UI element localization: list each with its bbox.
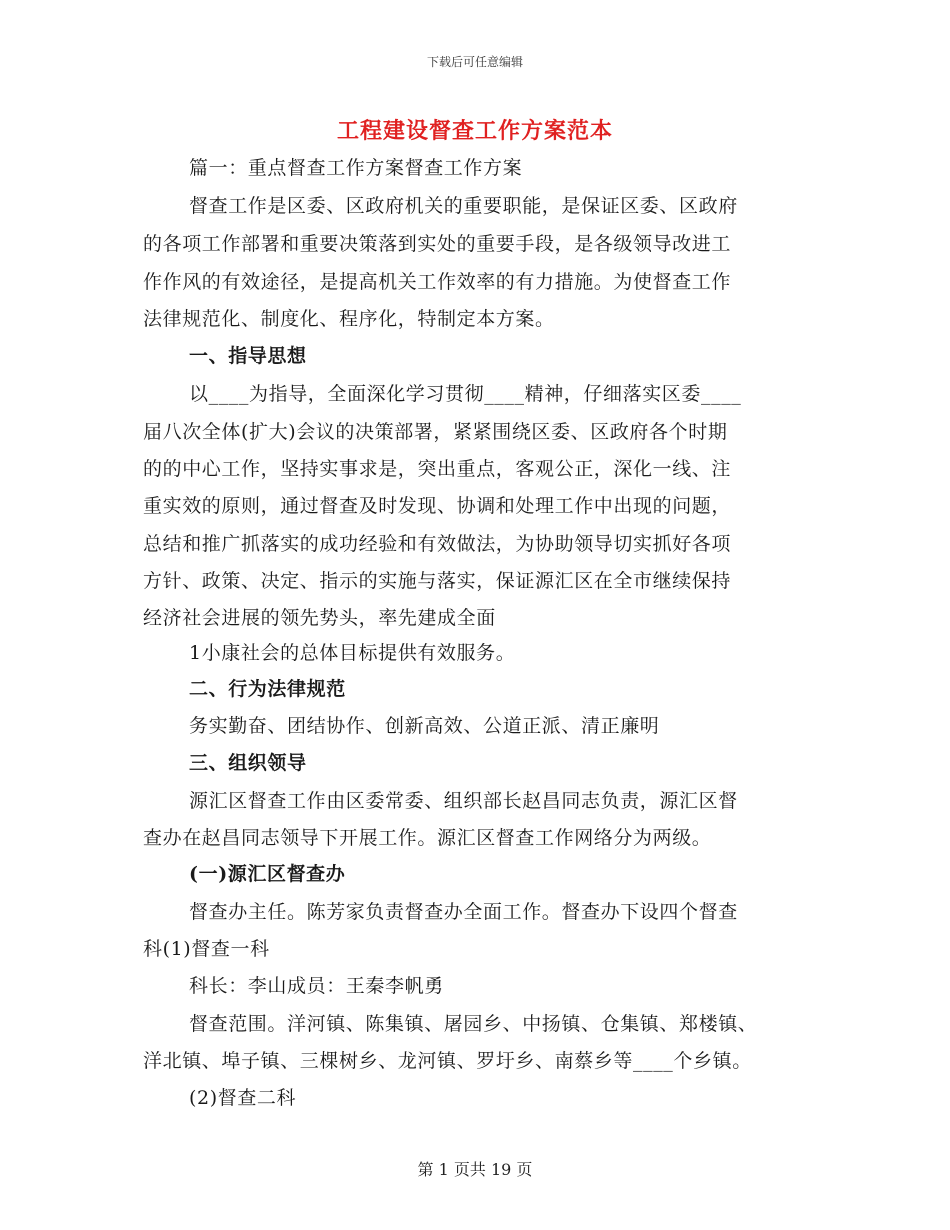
paragraph-line: 总结和推广抓落实的成功经验和有效做法，为协助领导切实抓好各项 bbox=[143, 533, 732, 555]
paragraph-line: 洋北镇、埠子镇、三棵树乡、龙河镇、罗圩乡、南蔡乡等____个乡镇。 bbox=[143, 1050, 752, 1072]
heading-supervision-office: (一)源汇区督查办 bbox=[189, 863, 346, 885]
paragraph-line: 科长：李山成员：王秦李帆勇 bbox=[189, 975, 444, 997]
paragraph-line: 查办在赵昌同志领导下开展工作。源汇区督查工作网络分为两级。 bbox=[143, 827, 712, 849]
paragraph-line: (2)督查二科 bbox=[189, 1087, 297, 1109]
paragraph-line: 重实效的原则，通过督查及时发现、协调和处理工作中出现的问题， bbox=[143, 495, 732, 517]
paragraph-line: 届八次全体(扩大)会议的决策部署，紧紧围绕区委、区政府各个时期 bbox=[143, 421, 728, 443]
paragraph-line: 务实勤奋、团结协作、创新高效、公道正派、清正廉明 bbox=[189, 715, 660, 737]
paragraph-line: 督查工作是区委、区政府机关的重要职能，是保证区委、区政府 bbox=[189, 195, 738, 217]
header-note: 下载后可任意编辑 bbox=[426, 55, 523, 69]
paragraph-line: 的的中心工作，坚持实事求是，突出重点，客观公正，深化一线、注 bbox=[143, 458, 732, 480]
paragraph-line: 源汇区督查工作由区委常委、组织部长赵昌同志负责，源汇区督 bbox=[189, 790, 738, 812]
heading-conduct-norms: 二、行为法律规范 bbox=[189, 678, 346, 700]
document-title: 工程建设督查工作方案范本 bbox=[336, 118, 613, 144]
paragraph-line: 作作风的有效途径，是提高机关工作效率的有力措施。为使督查工作 bbox=[143, 271, 732, 293]
paragraph-line: 科(1)督查一科 bbox=[143, 938, 270, 960]
page-number: 第 1 页共 19 页 bbox=[417, 1160, 533, 1179]
paragraph-line: 以____为指导，全面深化学习贯彻____精神，仔细落实区委____ bbox=[189, 383, 742, 405]
heading-guiding-thought: 一、指导思想 bbox=[189, 345, 307, 367]
paragraph-line: 督查范围。洋河镇、陈集镇、屠园乡、中扬镇、仓集镇、郑楼镇、 bbox=[189, 1013, 758, 1035]
paragraph-line: 1小康社会的总体目标提供有效服务。 bbox=[189, 642, 516, 664]
heading-organization: 三、组织领导 bbox=[189, 752, 307, 774]
paragraph-line: 的各项工作部署和重要决策落到实处的重要手段，是各级领导改进工 bbox=[143, 233, 732, 255]
paragraph-line: 法律规范化、制度化、程序化，特制定本方案。 bbox=[143, 308, 555, 330]
paragraph-line: 方针、政策、决定、指示的实施与落实，保证源汇区在全市继续保持 bbox=[143, 570, 732, 592]
paragraph-line: 经济社会进展的领先势头，率先建成全面 bbox=[143, 607, 496, 629]
section-heading-part-one: 篇一：重点督查工作方案督查工作方案 bbox=[189, 157, 523, 179]
paragraph-line: 督查办主任。陈芳家负责督查办全面工作。督查办下设四个督查 bbox=[189, 901, 738, 923]
